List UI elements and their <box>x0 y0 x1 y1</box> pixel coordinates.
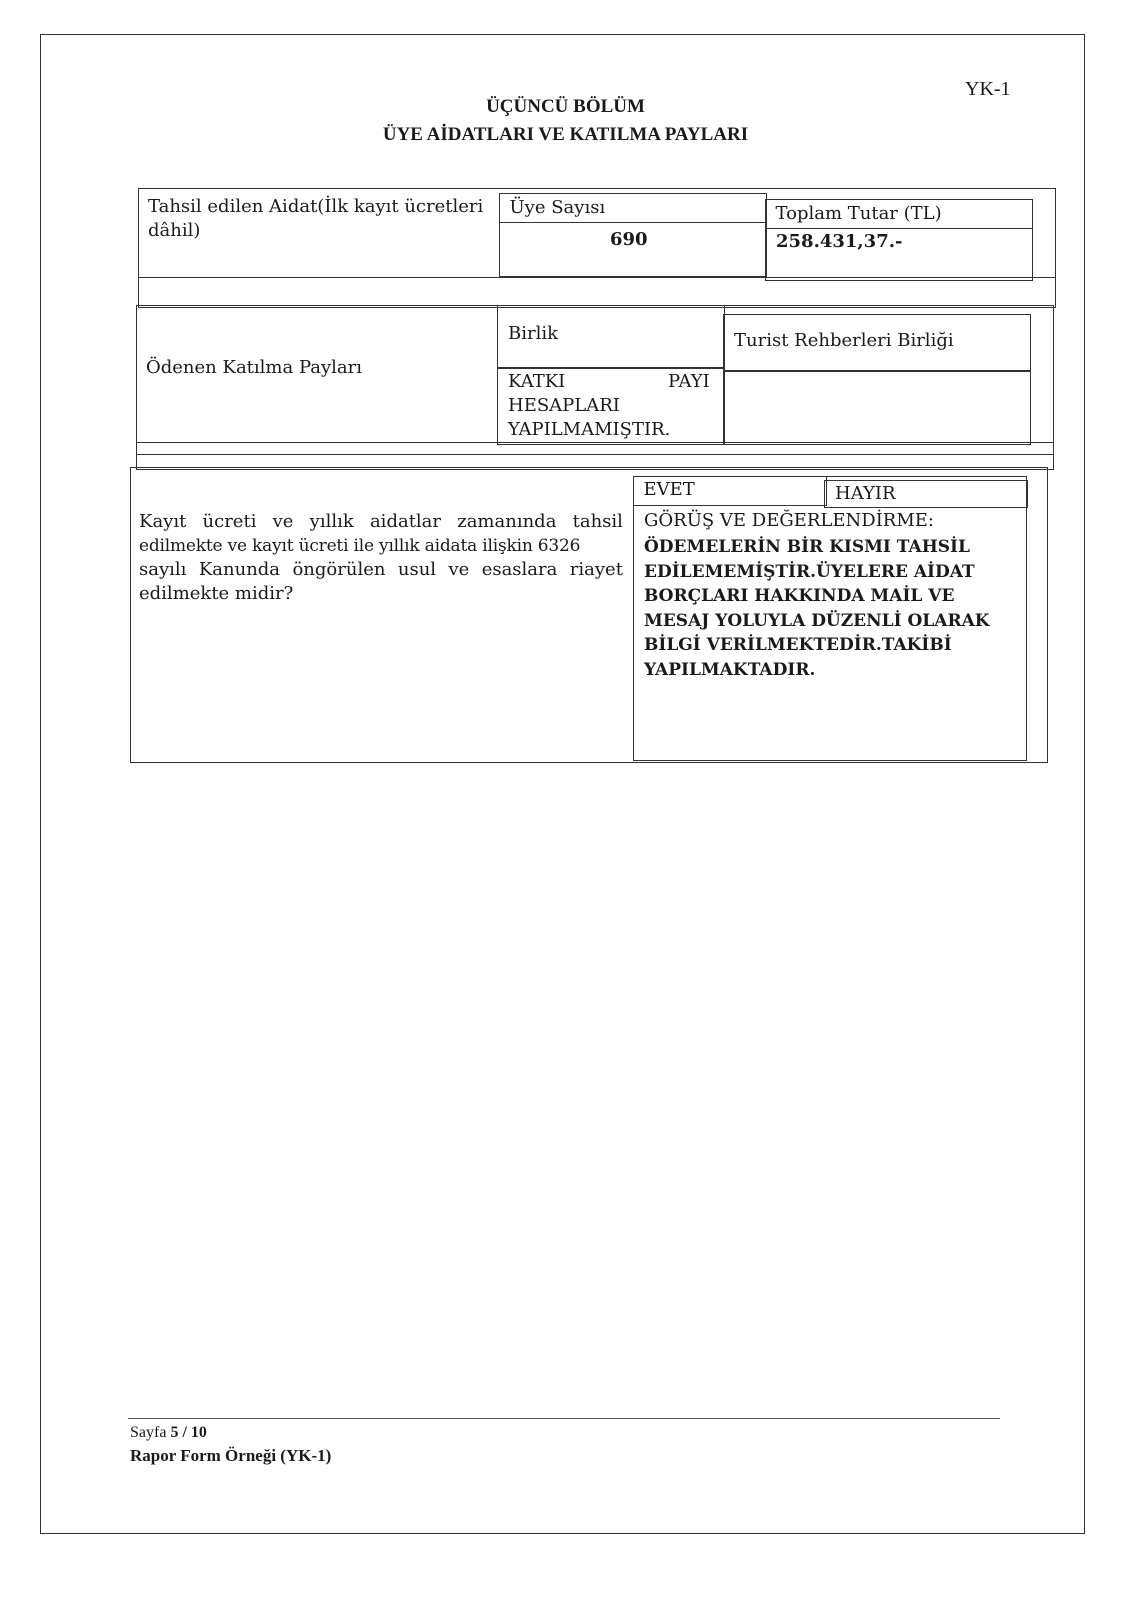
toplam-tutar-label: Toplam Tutar (TL) <box>775 202 942 224</box>
birlik-value-cell <box>723 314 1031 372</box>
question-word: Kayıt <box>139 511 187 532</box>
hayir-label: HAYIR <box>835 483 896 504</box>
katki-value-cell <box>723 370 1031 445</box>
question-line4: edilmekte midir? <box>139 583 294 604</box>
aidat-spacer-row <box>138 278 1056 308</box>
katki-cell <box>497 367 725 445</box>
uye-sayisi-header <box>499 193 767 223</box>
toplam-tutar-header <box>765 199 1033 229</box>
uye-sayisi-label: Üye Sayısı <box>509 196 606 218</box>
page-prefix: Sayfa <box>130 1424 167 1441</box>
answer-line: YAPILMAKTADIR. <box>644 659 816 680</box>
gorus-label: GÖRÜŞ VE DEĞERLENDİRME: <box>644 510 934 531</box>
question-text <box>139 510 623 606</box>
answer-line: BORÇLARI HAKKINDA MAİL VE <box>644 586 955 606</box>
katilma-spacer-row <box>136 442 1054 470</box>
question-word: yıllık <box>309 511 354 532</box>
aidat-table <box>138 188 1056 278</box>
answer-line: BİLGİ VERİLMEKTEDİR.TAKİBİ <box>644 635 952 655</box>
aidat-label-line1: Tahsil edilen Aidat(İlk kayıt ücretleri <box>148 196 484 217</box>
question-word: sayılı <box>139 559 187 580</box>
katki-word1: KATKI <box>508 371 566 392</box>
katki-word2: PAYI <box>668 371 710 392</box>
uye-sayisi-value: 690 <box>610 229 648 250</box>
form-name: Rapor Form Örneği (YK-1) <box>130 1446 332 1465</box>
footer-divider <box>128 1418 1000 1419</box>
birlik-value: Turist Rehberleri Birliği <box>734 330 954 351</box>
answer-line: EDİLEMEMİŞTİR.ÜYELERE AİDAT <box>644 561 975 582</box>
question-word: aidatlar <box>369 511 442 532</box>
answer-line: ÖDEMELERİN BİR KISMI TAHSİL <box>644 537 970 557</box>
aidat-label-line2: dâhil) <box>148 220 201 241</box>
toplam-tutar-cell <box>765 199 1033 281</box>
question-word: ve <box>448 559 470 580</box>
birlik-label: Birlik <box>508 322 559 344</box>
section-subtitle: ÜYE AİDATLARI VE KATILMA PAYLARI <box>382 124 749 145</box>
question-word: ve <box>272 511 294 532</box>
katki-line2: HESAPLARI <box>508 395 620 416</box>
katilma-label: Ödenen Katılma Payları <box>146 357 362 378</box>
page-indicator <box>130 1424 207 1442</box>
question-word: esaslara <box>481 559 558 580</box>
hayir-cell <box>824 480 1028 508</box>
evet-label: EVET <box>643 478 695 500</box>
katki-line3: YAPILMAMIŞTIR. <box>508 419 671 440</box>
question-line1 <box>139 510 623 534</box>
page-number: 5 / 10 <box>170 1424 207 1441</box>
document-code: YK-1 <box>965 78 1011 100</box>
question-word: usul <box>397 559 437 580</box>
katilma-table <box>136 305 1054 455</box>
birlik-label-cell <box>497 305 725 369</box>
section-title: ÜÇÜNCÜ BÖLÜM <box>486 96 645 117</box>
evet-cell <box>633 476 827 506</box>
question-word: riayet <box>569 559 623 580</box>
question-word: Kanunda <box>198 559 281 580</box>
toplam-tutar-value: 258.431,37.- <box>776 231 903 252</box>
question-word: zamanında <box>457 511 557 532</box>
answer-text <box>644 535 990 682</box>
question-line3 <box>139 558 623 582</box>
question-word: ücreti <box>202 511 257 532</box>
uye-sayisi-cell <box>499 193 767 277</box>
question-word: öngörülen <box>292 559 386 580</box>
question-table <box>130 467 1048 763</box>
answer-line: MESAJ YOLUYLA DÜZENLİ OLARAK <box>644 610 990 631</box>
question-line2: edilmekte ve kayıt ücreti ile yıllık aidata ilişkin 6326 <box>139 536 581 556</box>
answer-cell <box>633 476 1027 761</box>
question-word: tahsil <box>572 511 623 532</box>
